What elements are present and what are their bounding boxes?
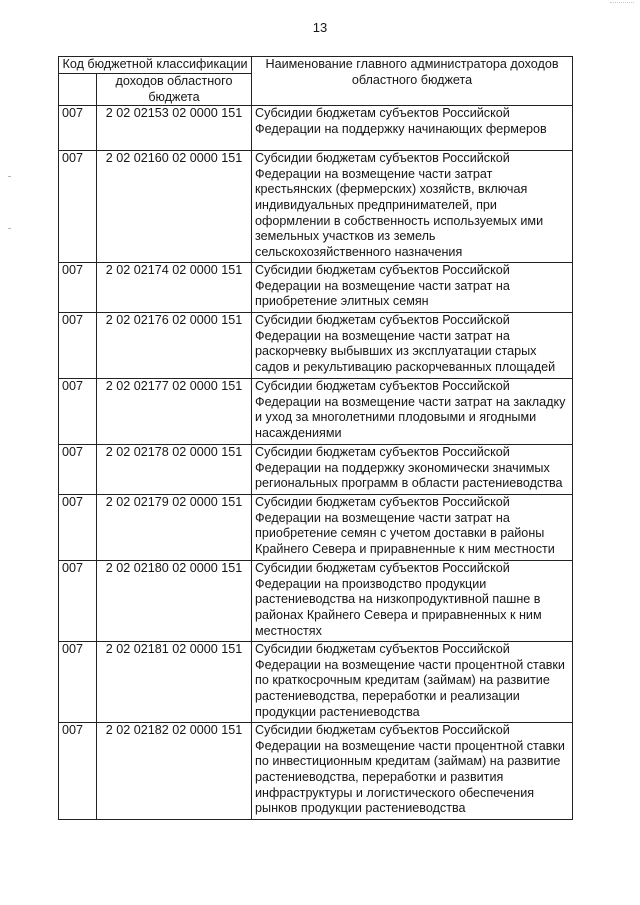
administrator-code-cell: 007 xyxy=(59,379,97,445)
table-row xyxy=(59,263,573,313)
table-row xyxy=(59,379,573,445)
revenue-name-cell: Субсидии бюджетам субъектов Российской Федерации на возмещение части затрат на приобретение семян с учетом доставки в районы Крайнего Севера и приравненные к ним местности xyxy=(252,495,573,561)
revenue-code-cell: 2 02 02182 02 0000 151 xyxy=(97,723,252,820)
budget-classification-table xyxy=(58,56,573,820)
administrator-code-cell: 007 xyxy=(59,723,97,820)
administrator-code-cell: 007 xyxy=(59,151,97,263)
revenue-code-cell: 2 02 02160 02 0000 151 xyxy=(97,151,252,263)
administrator-code-cell: 007 xyxy=(59,263,97,313)
administrator-code-cell: 007 xyxy=(59,642,97,723)
revenue-code-cell: 2 02 02174 02 0000 151 xyxy=(97,263,252,313)
administrator-code-cell: 007 xyxy=(59,106,97,151)
revenue-name-cell: Субсидии бюджетам субъектов Российской Федерации на поддержку экономически значимых региональных программ в области растениеводства xyxy=(252,445,573,495)
header-administrator-name: Наименование главного администратора доходов областного бюджета xyxy=(252,57,573,106)
header-revenue-code: доходов областного бюджета xyxy=(97,74,252,106)
scan-margin-mark xyxy=(8,228,11,229)
table-row xyxy=(59,445,573,495)
revenue-code-cell: 2 02 02153 02 0000 151 xyxy=(97,106,252,151)
table-row xyxy=(59,642,573,723)
revenue-name-cell: Субсидии бюджетам субъектов Российской Федерации на возмещение части затрат крестьянских (фермерских) хозяйств, включая индивидуальных предпринимателей, при оформлении в собственность используемых ими земельных участков из земель сельскохозяйственного назначения xyxy=(252,151,573,263)
header-budget-classification-code: Код бюджетной классификации xyxy=(59,57,252,74)
revenue-name-cell: Субсидии бюджетам субъектов Российской Федерации на поддержку начинающих фермеров xyxy=(252,106,573,151)
table-row xyxy=(59,561,573,642)
revenue-code-cell: 2 02 02179 02 0000 151 xyxy=(97,495,252,561)
table-row xyxy=(59,495,573,561)
table-row xyxy=(59,723,573,820)
administrator-code-cell: 007 xyxy=(59,445,97,495)
table-row xyxy=(59,151,573,263)
table-row xyxy=(59,313,573,379)
revenue-name-cell: Субсидии бюджетам субъектов Российской Федерации на возмещение части затрат на раскорчевку выбывших из эксплуатации старых садов и рекультивацию раскорчеванных площадей xyxy=(252,313,573,379)
table-header-row xyxy=(59,57,573,74)
administrator-code-cell: 007 xyxy=(59,495,97,561)
revenue-name-cell: Субсидии бюджетам субъектов Российской Федерации на возмещение части затрат на закладку и уход за многолетними плодовыми и ягодными насаждениями xyxy=(252,379,573,445)
revenue-code-cell: 2 02 02176 02 0000 151 xyxy=(97,313,252,379)
revenue-name-cell: Субсидии бюджетам субъектов Российской Федерации на возмещение части процентной ставки по краткосрочным кредитам (займам) на развитие растениеводства, переработки и реализации продукции растениеводства xyxy=(252,642,573,723)
table-body xyxy=(59,57,573,820)
revenue-code-cell: 2 02 02181 02 0000 151 xyxy=(97,642,252,723)
page-number: 13 xyxy=(312,20,328,35)
revenue-code-cell: 2 02 02180 02 0000 151 xyxy=(97,561,252,642)
revenue-code-cell: 2 02 02177 02 0000 151 xyxy=(97,379,252,445)
revenue-name-cell: Субсидии бюджетам субъектов Российской Федерации на возмещение части процентной ставки по инвестиционным кредитам (займам) на развитие растениеводства, переработки и развития инфраструктуры и логистического обеспечения рынков продукции растениеводства xyxy=(252,723,573,820)
header-administrator-cell xyxy=(59,74,97,106)
scan-corner-mark xyxy=(610,2,634,4)
revenue-name-cell: Субсидии бюджетам субъектов Российской Федерации на производство продукции растениеводства на низкопродуктивной пашне в районах Крайнего Севера и приравненных к ним местностях xyxy=(252,561,573,642)
revenue-name-cell: Субсидии бюджетам субъектов Российской Федерации на возмещение части затрат на приобретение элитных семян xyxy=(252,263,573,313)
table-row xyxy=(59,106,573,151)
administrator-code-cell: 007 xyxy=(59,561,97,642)
administrator-code-cell: 007 xyxy=(59,313,97,379)
revenue-code-cell: 2 02 02178 02 0000 151 xyxy=(97,445,252,495)
scan-margin-mark xyxy=(8,176,11,177)
